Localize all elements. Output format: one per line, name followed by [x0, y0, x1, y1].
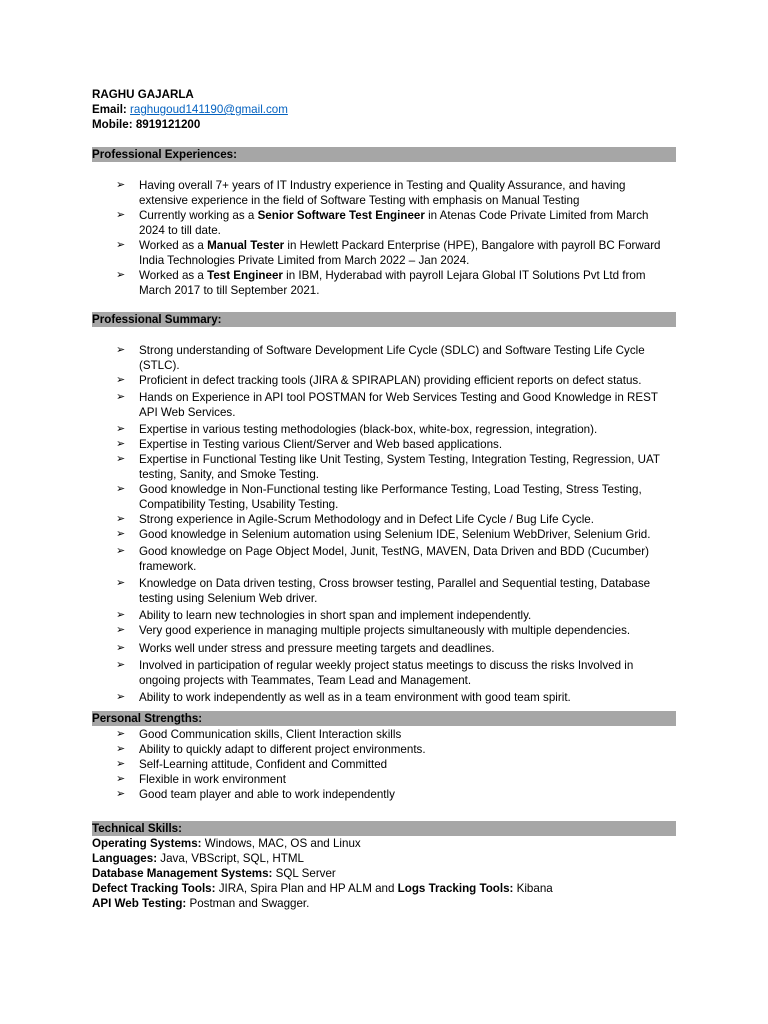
bullet-arrow-icon: ➢	[116, 209, 126, 221]
bullet-arrow-icon: ➢	[116, 788, 126, 800]
summary-item-text: Works well under stress and pressure meeting targets and deadlines.	[139, 642, 495, 655]
experience-list	[92, 178, 676, 298]
skill-logs-value: Kibana	[513, 882, 553, 895]
bullet-arrow-icon: ➢	[116, 691, 126, 703]
bullet-arrow-icon: ➢	[116, 269, 126, 281]
bullet-arrow-icon: ➢	[116, 528, 126, 540]
summary-list	[92, 343, 676, 705]
experience-item	[92, 238, 676, 268]
bullet-arrow-icon: ➢	[116, 513, 126, 525]
strength-item	[92, 787, 676, 802]
bullet-arrow-icon: ➢	[116, 773, 126, 785]
bullet-arrow-icon: ➢	[116, 743, 126, 755]
experience-item-pre: Currently working as a	[139, 209, 258, 222]
strength-item-text: Ability to quickly adapt to different project environments.	[139, 743, 426, 756]
experience-item	[92, 178, 676, 208]
bullet-arrow-icon: ➢	[116, 728, 126, 740]
email-label: Email:	[92, 103, 127, 116]
summary-item-text: Very good experience in managing multiple projects simultaneously with multiple dependencies.	[139, 624, 631, 637]
strength-item-text: Flexible in work environment	[139, 773, 286, 786]
summary-item-text: Hands on Experience in API tool POSTMAN for Web Services Testing and Good Knowledge in REST API Web Services.	[139, 391, 658, 419]
bullet-arrow-icon: ➢	[116, 642, 126, 654]
bullet-arrow-icon: ➢	[116, 453, 126, 465]
mobile-line	[92, 117, 676, 132]
strength-item	[92, 772, 676, 787]
summary-item-text: Good knowledge in Non-Functional testing like Performance Testing, Load Testing, Stress Testing, Compatibility Testing, Usability Testing.	[139, 483, 642, 511]
summary-item	[92, 544, 676, 574]
summary-item	[92, 482, 676, 512]
summary-item	[92, 608, 676, 623]
summary-item-text: Ability to learn new technologies in short span and implement independently.	[139, 609, 532, 622]
experience-item-post: in IBM, Hyderabad with payroll Lejara Global IT Solutions Pvt Ltd from March 2017 to till September 2021.	[139, 269, 646, 297]
skill-defect-tools	[92, 881, 676, 896]
mobile-number: 8919121200	[135, 118, 201, 131]
skill-defect-label: Defect Tracking Tools:	[92, 882, 216, 895]
strength-item-text: Self-Learning attitude, Confident and Committed	[139, 758, 388, 771]
experience-item-bold: Manual Tester	[207, 239, 285, 252]
strengths-heading: Personal Strengths:	[92, 711, 676, 726]
email-line	[92, 102, 676, 117]
bullet-arrow-icon: ➢	[116, 179, 126, 191]
mobile-label: Mobile:	[92, 118, 133, 131]
skill-database-label: Database Management Systems:	[92, 867, 273, 880]
experience-item-pre: Having overall 7+ years of IT Industry experience in Testing and Quality Assurance, and having extensive experience in the field of Software Testing with emphasis on Manual Testing	[139, 179, 626, 207]
email-link[interactable]: raghugoud141190@gmail.com	[130, 103, 288, 116]
strength-item	[92, 757, 676, 772]
experience-item	[92, 268, 676, 298]
skill-os	[92, 836, 676, 851]
summary-item-text: Expertise in Testing various Client/Server and Web based applications.	[139, 438, 503, 451]
experience-item-bold: Senior Software Test Engineer	[257, 209, 425, 222]
bullet-arrow-icon: ➢	[116, 423, 126, 435]
resume-header	[92, 87, 676, 132]
skill-os-value: Windows, MAC, OS and Linux	[201, 837, 361, 850]
experience-item	[92, 208, 676, 238]
strength-item	[92, 742, 676, 757]
bullet-arrow-icon: ➢	[116, 374, 126, 386]
skill-api-label: API Web Testing:	[92, 897, 187, 910]
skill-defect-value: JIRA, Spira Plan and HP ALM and	[215, 882, 398, 895]
summary-item-text: Ability to work independently as well as in a team environment with good team spirit.	[139, 691, 571, 704]
experience-item-pre: Worked as a	[139, 239, 208, 252]
bullet-arrow-icon: ➢	[116, 659, 126, 671]
summary-item-text: Proficient in defect tracking tools (JIRA & SPIRAPLAN) providing efficient reports on defect status.	[139, 374, 642, 387]
summary-item	[92, 576, 676, 606]
experience-item-post: in Atenas Code Private Limited from March 2024 to till date.	[139, 209, 649, 237]
summary-item	[92, 690, 676, 705]
summary-item	[92, 527, 676, 542]
summary-item	[92, 452, 676, 482]
summary-item	[92, 658, 676, 688]
bullet-arrow-icon: ➢	[116, 239, 126, 251]
summary-item-text: Knowledge on Data driven testing, Cross browser testing, Parallel and Sequential testing, Database testing using Selenium Web driver.	[139, 577, 651, 605]
bullet-arrow-icon: ➢	[116, 438, 126, 450]
skill-database-value: SQL Server	[272, 867, 336, 880]
skill-api-value: Postman and Swagger.	[186, 897, 310, 910]
skill-database	[92, 866, 676, 881]
summary-item-text: Good knowledge on Page Object Model, Junit, TestNG, MAVEN, Data Driven and BDD (Cucumber) framework.	[139, 545, 649, 573]
skills-heading: Technical Skills:	[92, 821, 676, 836]
bullet-arrow-icon: ➢	[116, 344, 126, 356]
bullet-arrow-icon: ➢	[116, 758, 126, 770]
summary-item-text: Expertise in various testing methodologies (black-box, white-box, regression, integration).	[139, 423, 598, 436]
skill-languages	[92, 851, 676, 866]
summary-item-text: Involved in participation of regular weekly project status meetings to discuss the risks Involved in ongoing projects with Teammates, Team Lead and Management.	[139, 659, 634, 687]
strength-item-text: Good team player and able to work independently	[139, 788, 395, 801]
resume-page	[92, 87, 676, 911]
bullet-arrow-icon: ➢	[116, 545, 126, 557]
summary-item-text: Expertise in Functional Testing like Unit Testing, System Testing, Integration Testing, Regression, UAT testing, Sanity, and Smoke Testing.	[139, 453, 660, 481]
summary-item-text: Strong understanding of Software Development Life Cycle (SDLC) and Software Testing Life Cycle (STLC).	[139, 344, 645, 372]
skill-languages-label: Languages:	[92, 852, 158, 865]
summary-item	[92, 641, 676, 656]
skill-api-testing	[92, 896, 676, 911]
summary-item-text: Strong experience in Agile-Scrum Methodology and in Defect Life Cycle / Bug Life Cycle.	[139, 513, 594, 526]
strength-item-text: Good Communication skills, Client Interaction skills	[139, 728, 402, 741]
bullet-arrow-icon: ➢	[116, 609, 126, 621]
summary-item	[92, 623, 676, 638]
bullet-arrow-icon: ➢	[116, 624, 126, 636]
bullet-arrow-icon: ➢	[116, 391, 126, 403]
experience-item-pre: Worked as a	[139, 269, 208, 282]
experience-heading: Professional Experiences:	[92, 147, 676, 162]
summary-item	[92, 390, 676, 420]
strengths-list	[92, 727, 676, 802]
bullet-arrow-icon: ➢	[116, 483, 126, 495]
summary-heading: Professional Summary:	[92, 312, 676, 327]
summary-item	[92, 373, 676, 388]
summary-item-text: Good knowledge in Selenium automation using Selenium IDE, Selenium WebDriver, Selenium Grid.	[139, 528, 651, 541]
skill-logs-label: Logs Tracking Tools:	[397, 882, 514, 895]
strength-item	[92, 727, 676, 742]
summary-item	[92, 422, 676, 437]
skill-languages-value: Java, VBScript, SQL, HTML	[157, 852, 304, 865]
bullet-arrow-icon: ➢	[116, 577, 126, 589]
summary-item	[92, 437, 676, 452]
summary-item	[92, 343, 676, 373]
experience-item-bold: Test Engineer	[207, 269, 283, 282]
summary-item	[92, 512, 676, 527]
candidate-name: RAGHU GAJARLA	[92, 88, 194, 101]
skill-os-label: Operating Systems:	[92, 837, 202, 850]
experience-item-post: in Hewlett Packard Enterprise (HPE), Bangalore with payroll BC Forward India Technologies Private Limited from March 2022 – Jan 2024.	[139, 239, 661, 267]
